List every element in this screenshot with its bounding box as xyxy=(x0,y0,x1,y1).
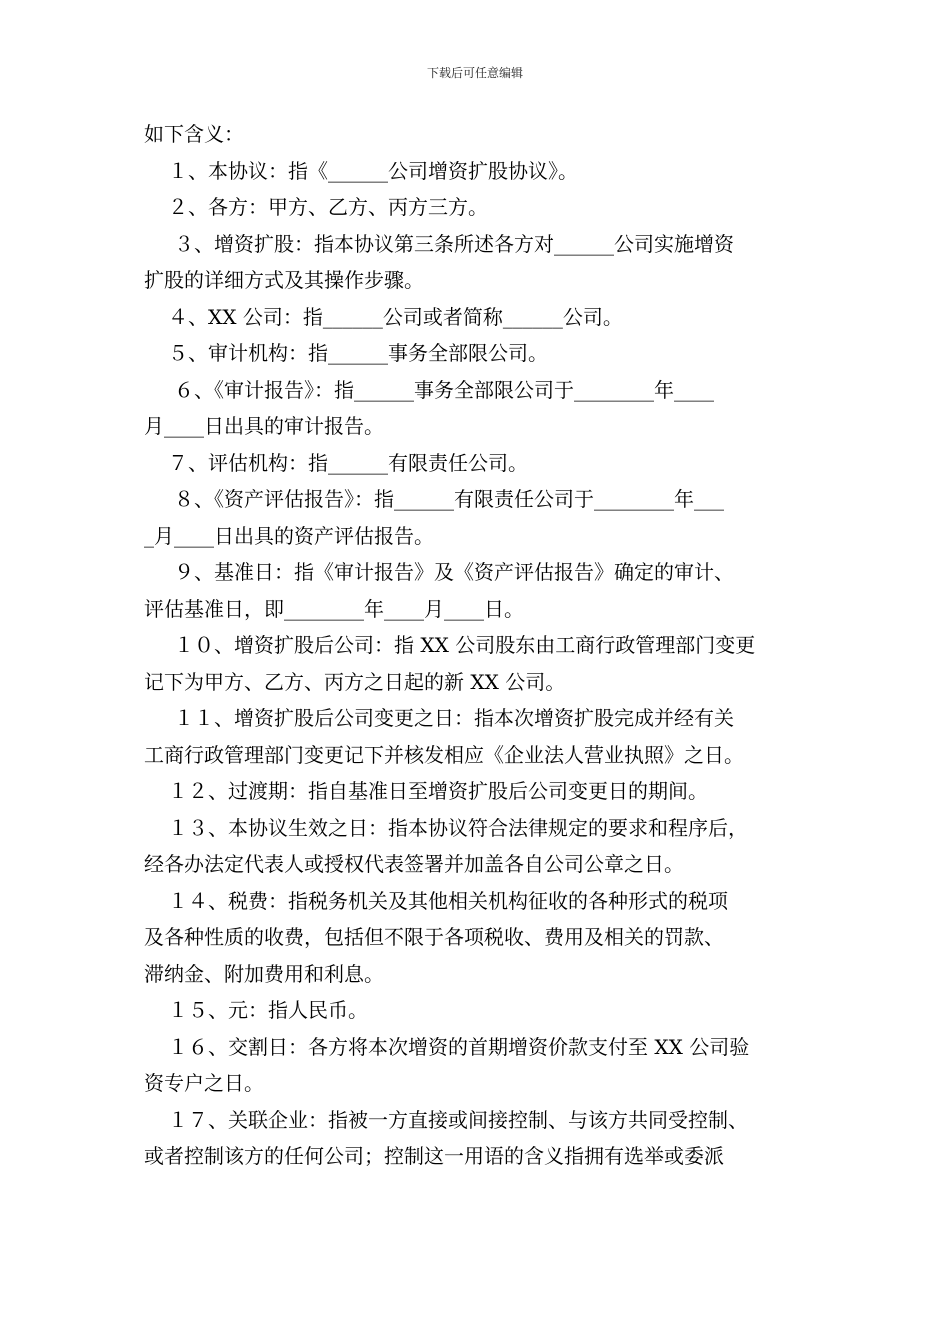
definition-item-6: ６、《审计报告》：指______事务全部限公司于________年____ xyxy=(174,377,714,402)
text-line: 经各办法定代表人或授权代表签署并加盖各自公司公章之日。 xyxy=(144,852,684,876)
text-line: 记下为甲方、乙方、丙方之日起的新 XX 公司。 xyxy=(144,669,566,694)
definition-item-14: １４、税费：指税务机关及其他相关机构征收的各种形式的税项 xyxy=(168,888,728,913)
text-line: 工商行政管理部门变更记下并核发相应《企业法人营业执照》之日。 xyxy=(144,742,744,767)
text-line: 滞纳金、附加费用和利息。 xyxy=(144,961,384,986)
definition-item-3: ３、增资扩股：指本协议第三条所述各方对______公司实施增资 xyxy=(174,231,734,256)
definition-item-11: １１、增资扩股后公司变更之日：指本次增资扩股完成并经有关 xyxy=(174,706,734,730)
text-line: 资专户之日。 xyxy=(144,1071,264,1095)
definition-item-13: １３、本协议生效之日：指本协议符合法律规定的要求和程序后， xyxy=(168,815,748,840)
text-line: 或者控制该方的任何公司；控制这一用语的含义指拥有选举或委派 xyxy=(144,1144,724,1168)
definition-item-15: １５、元：指人民币。 xyxy=(168,998,368,1022)
definition-item-17: １７、关联企业：指被一方直接或间接控制、与该方共同受控制、 xyxy=(168,1107,748,1132)
text-line: 评估基准日，即________年____月____日。 xyxy=(144,596,524,621)
definition-item-16: １６、交割日：各方将本次增资的首期增资价款支付至 XX 公司验 xyxy=(168,1034,750,1059)
definition-item-2: ２、各方：甲方、乙方、丙方三方。 xyxy=(168,195,488,219)
definition-item-9: ９、基准日：指《审计报告》及《资产评估报告》确定的审计、 xyxy=(174,560,734,584)
definition-item-1: １、本协议：指《______公司增资扩股协议》。 xyxy=(168,158,578,183)
definition-item-8: ８、《资产评估报告》：指______有限责任公司于________年___ xyxy=(174,487,724,511)
definition-item-12: １２、过渡期：指自基准日至增资扩股后公司变更日的期间。 xyxy=(168,779,708,803)
definition-item-7: ７、评估机构：指______有限责任公司。 xyxy=(168,450,528,475)
definition-item-4: ４、XX 公司：指______公司或者简称______公司。 xyxy=(168,304,623,329)
text-line: 月____日出具的审计报告。 xyxy=(144,414,384,438)
text-line: _月____日出具的资产评估报告。 xyxy=(144,523,434,548)
text-line: 及各种性质的收费，包括但不限于各项税收、费用及相关的罚款、 xyxy=(144,925,724,949)
text-line: 如下含义： xyxy=(144,122,244,146)
definition-item-5: ５、审计机构：指______事务全部限公司。 xyxy=(168,341,548,365)
page-header: 下载后可任意编辑 xyxy=(426,66,523,80)
document-body xyxy=(144,116,824,1175)
text-line: 扩股的详细方式及其操作步骤。 xyxy=(144,268,424,292)
definition-item-10: １０、增资扩股后公司：指 XX 公司股东由工商行政管理部门变更 xyxy=(174,633,756,657)
